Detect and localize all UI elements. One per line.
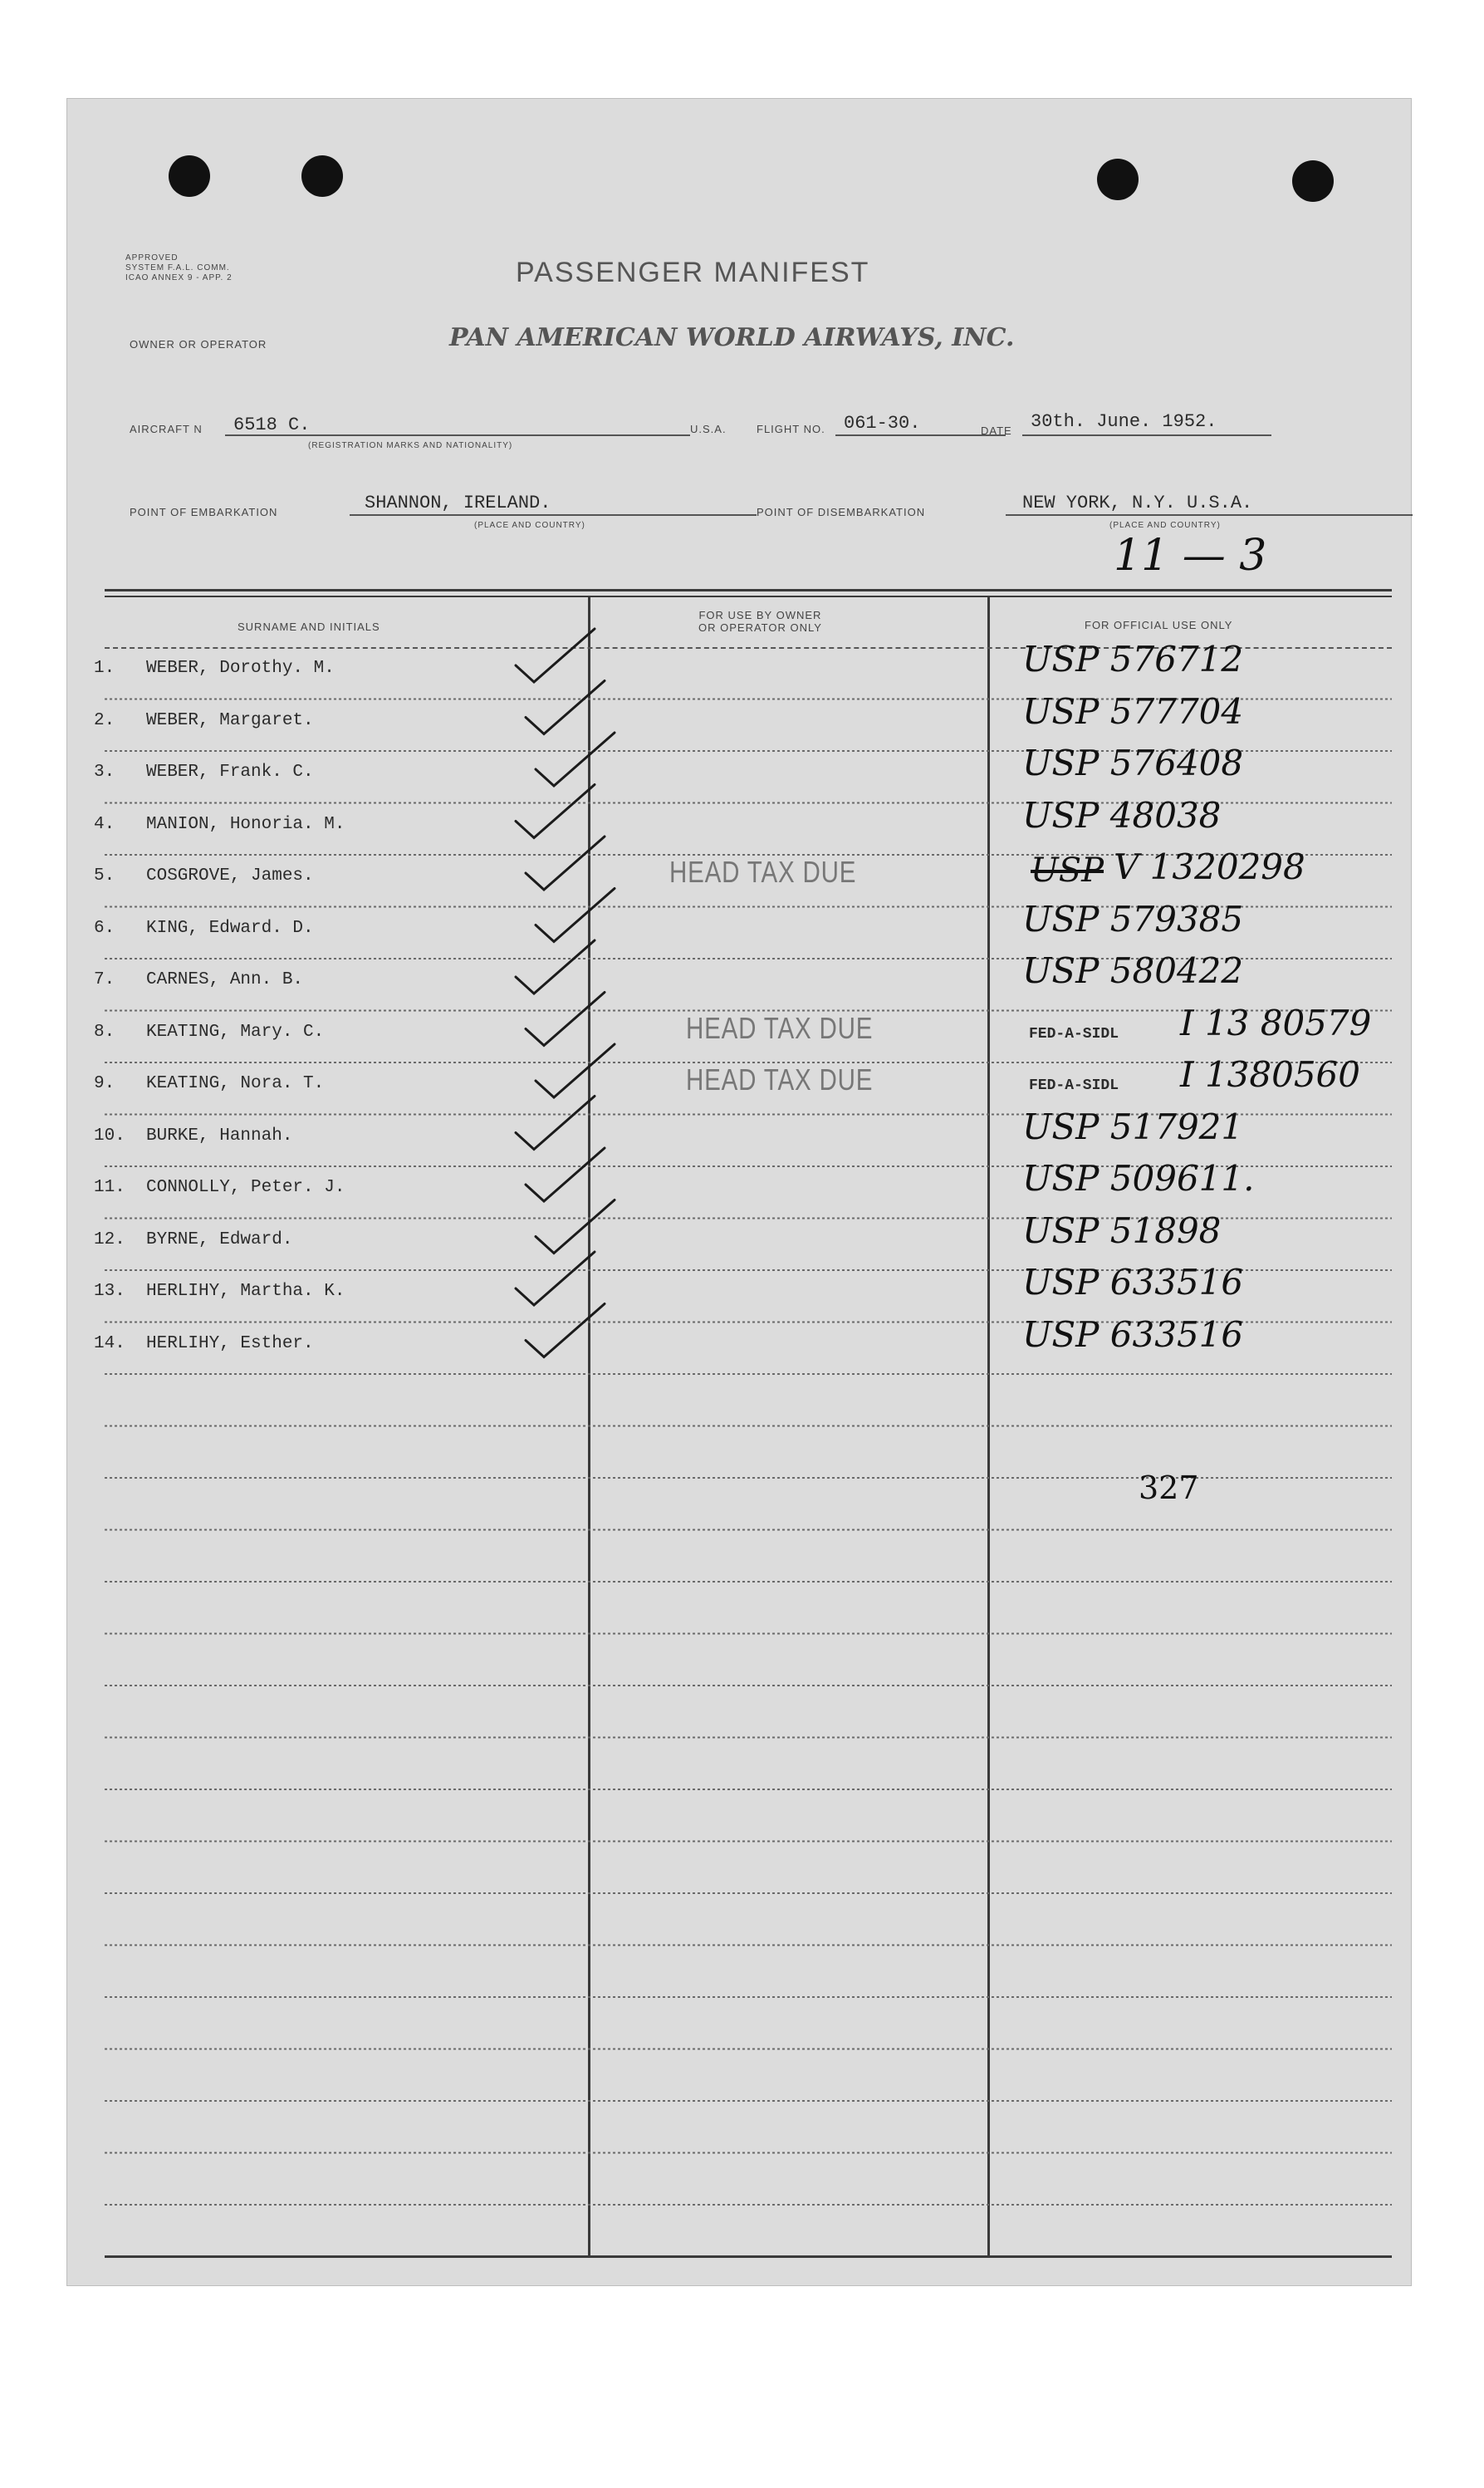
head-tax-stamp: HEAD TAX DUE (686, 1010, 874, 1045)
official-entry: USP 509611. (1022, 1158, 1255, 1199)
col-header-surname: SURNAME AND INITIALS (238, 621, 380, 633)
passenger-number: 8. (94, 1022, 115, 1042)
disembarkation-sub: (PLACE AND COUNTRY) (1109, 521, 1221, 530)
checkmark (536, 1200, 615, 1254)
checkmark (516, 940, 595, 994)
passenger-name: WEBER, Frank. C. (146, 763, 314, 782)
passenger-number: 9. (94, 1074, 115, 1093)
official-entry: USP 576408 (1022, 743, 1244, 783)
passenger-number: 13. (94, 1282, 125, 1301)
embarkation-label: POINT OF EMBARKATION (130, 506, 278, 518)
passenger-name: KEATING, Mary. C. (146, 1022, 325, 1042)
flight-label: FLIGHT NO. (757, 423, 825, 435)
head-tax-stamp: HEAD TAX DUE (669, 855, 857, 889)
passenger-number: 10. (94, 1126, 125, 1146)
checkmark (526, 837, 605, 890)
checkmark (526, 1304, 605, 1357)
date-value: 30th. June. 1952. (1031, 411, 1217, 432)
passenger-name: WEBER, Margaret. (146, 710, 314, 730)
aircraft-label: AIRCRAFT N (130, 423, 203, 435)
date-label: DATE (981, 424, 1012, 437)
official-entry: USP 579385 (1022, 898, 1244, 940)
checkmark (526, 681, 605, 734)
checkmark (516, 1097, 595, 1150)
official-entry: USP 576712 (1022, 639, 1244, 680)
head-tax-stamp: HEAD TAX DUE (686, 1062, 874, 1097)
manifest-sheet (66, 98, 1412, 2286)
passenger-number: 6. (94, 918, 115, 938)
passenger-name: MANION, Honoria. M. (146, 814, 345, 834)
official-entry: USP 577704 (1022, 690, 1244, 732)
passenger-name: WEBER, Dorothy. M. (146, 659, 335, 678)
official-entry: V 1320298 (1114, 847, 1305, 887)
checkmark (536, 889, 615, 942)
passenger-number: 3. (94, 763, 115, 782)
passenger-name: BURKE, Hannah. (146, 1126, 293, 1146)
passenger-number: 1. (94, 659, 115, 678)
passenger-number: 7. (94, 970, 115, 989)
aircraft-value: 6518 C. (233, 415, 311, 435)
passenger-name: CARNES, Ann. B. (146, 970, 304, 989)
passenger-number: 14. (94, 1333, 125, 1353)
passenger-name: KEATING, Nora. T. (146, 1074, 325, 1093)
approved-note: APPROVED SYSTEM F.A.L. COMM. ICAO ANNEX 9 - APP. 2 (125, 253, 233, 282)
footer-number: 327 (1139, 1470, 1199, 1506)
official-entry: USP 517921 (1022, 1106, 1244, 1147)
official-entry: I 1380560 (1180, 1054, 1360, 1095)
flight-value: 061-30. (844, 413, 921, 434)
official-prefix: FED-A-SIDL (1029, 1025, 1119, 1043)
disembarkation-value: NEW YORK, N.Y. U.S.A. (1022, 493, 1253, 513)
official-entry: USP 633516 (1022, 1262, 1244, 1303)
checkmark (516, 785, 595, 838)
checkmark (526, 993, 605, 1046)
passenger-name: BYRNE, Edward. (146, 1229, 293, 1249)
owner-value: PAN AMERICAN WORLD AIRWAYS, INC. (449, 323, 1015, 352)
checkmark (516, 1252, 595, 1305)
passenger-number: 12. (94, 1229, 125, 1249)
page-note: 11 — 3 (1114, 531, 1267, 581)
nationality: U.S.A. (690, 423, 727, 435)
passenger-number: 4. (94, 814, 115, 834)
passenger-name: CONNOLLY, Peter. J. (146, 1178, 345, 1197)
official-prefix: FED-A-SIDL (1029, 1077, 1119, 1094)
passenger-name: KING, Edward. D. (146, 918, 314, 938)
embarkation-value: SHANNON, IRELAND. (365, 493, 551, 513)
checkmark (536, 733, 615, 786)
col-header-owner-use: FOR USE BY OWNER OR OPERATOR ONLY (698, 609, 822, 634)
passenger-name: HERLIHY, Esther. (146, 1333, 314, 1353)
owner-label: OWNER OR OPERATOR (130, 338, 267, 351)
checkmark (516, 629, 595, 682)
passenger-number: 11. (94, 1178, 125, 1197)
embarkation-sub: (PLACE AND COUNTRY) (474, 521, 585, 530)
struck-official-prefix: USP (1031, 851, 1104, 890)
passenger-number: 5. (94, 866, 115, 886)
official-entry: I 13 80579 (1180, 1002, 1372, 1043)
official-entry: USP 51898 (1022, 1210, 1222, 1251)
disembarkation-label: POINT OF DISEMBARKATION (757, 506, 926, 518)
aircraft-sub: (REGISTRATION MARKS AND NATIONALITY) (308, 441, 513, 450)
passenger-name: HERLIHY, Martha. K. (146, 1282, 345, 1301)
checkmark (526, 1148, 605, 1201)
col-header-official-use: FOR OFFICIAL USE ONLY (1085, 619, 1233, 631)
official-entry: USP 633516 (1022, 1313, 1244, 1355)
checkmark (536, 1044, 615, 1097)
official-entry: USP 48038 (1022, 794, 1222, 836)
page-title: PASSENGER MANIFEST (516, 257, 870, 288)
official-entry: USP 580422 (1022, 950, 1244, 991)
passenger-number: 2. (94, 710, 115, 730)
passenger-name: COSGROVE, James. (146, 866, 314, 886)
